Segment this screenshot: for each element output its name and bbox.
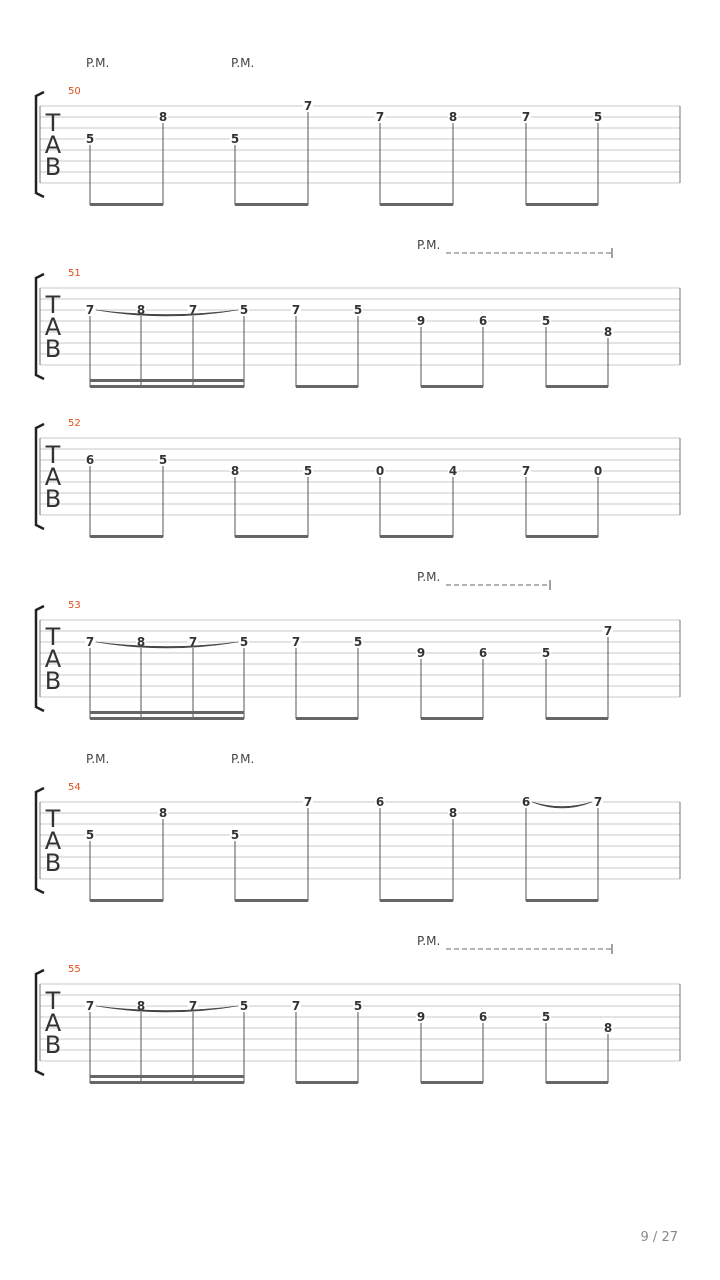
tab-clef-letter: B — [44, 849, 62, 877]
fret-number: 5 — [85, 828, 95, 842]
fret-number: 6 — [478, 1010, 488, 1024]
fret-number: 7 — [291, 999, 301, 1013]
fret-number: 8 — [448, 110, 458, 124]
tab-clef-letter: B — [44, 485, 62, 513]
beam — [90, 379, 244, 382]
fret-number: 7 — [375, 110, 385, 124]
tab-clef-letter: T — [45, 291, 61, 319]
slur — [96, 1006, 238, 1012]
fret-number: 6 — [85, 453, 95, 467]
palm-mute-label: P.M. — [231, 56, 255, 70]
beam — [526, 899, 598, 902]
fret-number: 8 — [158, 110, 168, 124]
fret-number: 5 — [541, 1010, 551, 1024]
bar-number: 54 — [68, 782, 81, 793]
fret-number: 6 — [478, 314, 488, 328]
fret-number: 7 — [303, 99, 313, 113]
fret-number: 5 — [230, 828, 240, 842]
tab-system-51 — [36, 238, 680, 388]
beam — [235, 899, 308, 902]
fret-number: 7 — [188, 303, 198, 317]
bar-number: 52 — [68, 418, 81, 429]
beam — [526, 535, 598, 538]
fret-number: 8 — [448, 806, 458, 820]
fret-number: 5 — [230, 132, 240, 146]
tab-system-53 — [36, 570, 680, 720]
beam — [421, 717, 483, 720]
fret-number: 7 — [303, 795, 313, 809]
palm-mute-label: P.M. — [417, 238, 441, 252]
fret-number: 9 — [416, 646, 426, 660]
beam — [296, 717, 358, 720]
tab-system-50 — [36, 56, 680, 206]
palm-mute-label: P.M. — [86, 56, 110, 70]
palm-mute-label: P.M. — [231, 752, 255, 766]
beam — [235, 535, 308, 538]
fret-number: 5 — [541, 314, 551, 328]
beam — [90, 711, 244, 714]
beam — [546, 717, 608, 720]
page-number: 9 / 27 — [640, 1230, 678, 1245]
fret-number: 8 — [603, 325, 613, 339]
tab-clef-letter: B — [44, 335, 62, 363]
fret-number: 9 — [416, 1010, 426, 1024]
beam — [421, 1081, 483, 1084]
beam — [296, 1081, 358, 1084]
fret-number: 7 — [603, 624, 613, 638]
fret-number: 5 — [85, 132, 95, 146]
fret-number: 8 — [158, 806, 168, 820]
fret-number: 5 — [239, 303, 249, 317]
slur — [532, 802, 592, 808]
tab-clef-letter: A — [44, 827, 62, 855]
tab-clef-letter: B — [44, 153, 62, 181]
palm-mute-label: P.M. — [417, 934, 441, 948]
fret-number: 5 — [158, 453, 168, 467]
fret-number: 5 — [353, 635, 363, 649]
beam — [546, 1081, 608, 1084]
beam — [90, 1075, 244, 1078]
bar-number: 55 — [68, 964, 81, 975]
fret-number: 6 — [375, 795, 385, 809]
bar-number: 51 — [68, 268, 81, 279]
fret-number: 7 — [85, 303, 95, 317]
tab-system-55 — [36, 934, 680, 1084]
tab-clef-letter: T — [45, 805, 61, 833]
tab-system-54 — [36, 752, 680, 902]
slur — [96, 310, 238, 316]
fret-number: 7 — [85, 999, 95, 1013]
tab-clef-letter: T — [45, 109, 61, 137]
fret-number: 8 — [136, 635, 146, 649]
fret-number: 5 — [239, 635, 249, 649]
fret-number: 8 — [136, 999, 146, 1013]
fret-number: 5 — [353, 999, 363, 1013]
fret-number: 8 — [603, 1021, 613, 1035]
tab-clef-letter: T — [45, 987, 61, 1015]
tab-clef-letter: B — [44, 1031, 62, 1059]
bar-number: 50 — [68, 86, 81, 97]
beam — [380, 899, 453, 902]
palm-mute-label: P.M. — [86, 752, 110, 766]
tab-clef-letter: A — [44, 463, 62, 491]
beam — [380, 203, 453, 206]
fret-number: 0 — [375, 464, 385, 478]
tab-clef-letter: A — [44, 645, 62, 673]
beam — [90, 203, 163, 206]
beam — [90, 717, 244, 720]
tab-clef-letter: A — [44, 313, 62, 341]
fret-number: 7 — [521, 464, 531, 478]
fret-number: 6 — [478, 646, 488, 660]
beam — [546, 385, 608, 388]
fret-number: 8 — [230, 464, 240, 478]
fret-number: 5 — [239, 999, 249, 1013]
fret-number: 7 — [85, 635, 95, 649]
tab-clef-letter: T — [45, 441, 61, 469]
tab-clef-letter: A — [44, 1009, 62, 1037]
fret-number: 6 — [521, 795, 531, 809]
tab-system-52 — [36, 418, 680, 538]
fret-number: 0 — [593, 464, 603, 478]
fret-number: 5 — [353, 303, 363, 317]
fret-number: 5 — [593, 110, 603, 124]
fret-number: 8 — [136, 303, 146, 317]
fret-number: 7 — [188, 999, 198, 1013]
beam — [296, 385, 358, 388]
beam — [235, 203, 308, 206]
beam — [90, 535, 163, 538]
fret-number: 7 — [188, 635, 198, 649]
bar-number: 53 — [68, 600, 81, 611]
tab-clef-letter: T — [45, 623, 61, 651]
beam — [90, 1081, 244, 1084]
tab-clef-letter: B — [44, 667, 62, 695]
fret-number: 5 — [303, 464, 313, 478]
slur — [96, 642, 238, 648]
fret-number: 7 — [291, 635, 301, 649]
fret-number: 5 — [541, 646, 551, 660]
palm-mute-label: P.M. — [417, 570, 441, 584]
fret-number: 7 — [521, 110, 531, 124]
fret-number: 7 — [593, 795, 603, 809]
beam — [526, 203, 598, 206]
fret-number: 4 — [448, 464, 458, 478]
fret-number: 7 — [291, 303, 301, 317]
beam — [421, 385, 483, 388]
beam — [90, 899, 163, 902]
tab-clef-letter: A — [44, 131, 62, 159]
fret-number: 9 — [416, 314, 426, 328]
beam — [90, 385, 244, 388]
beam — [380, 535, 453, 538]
